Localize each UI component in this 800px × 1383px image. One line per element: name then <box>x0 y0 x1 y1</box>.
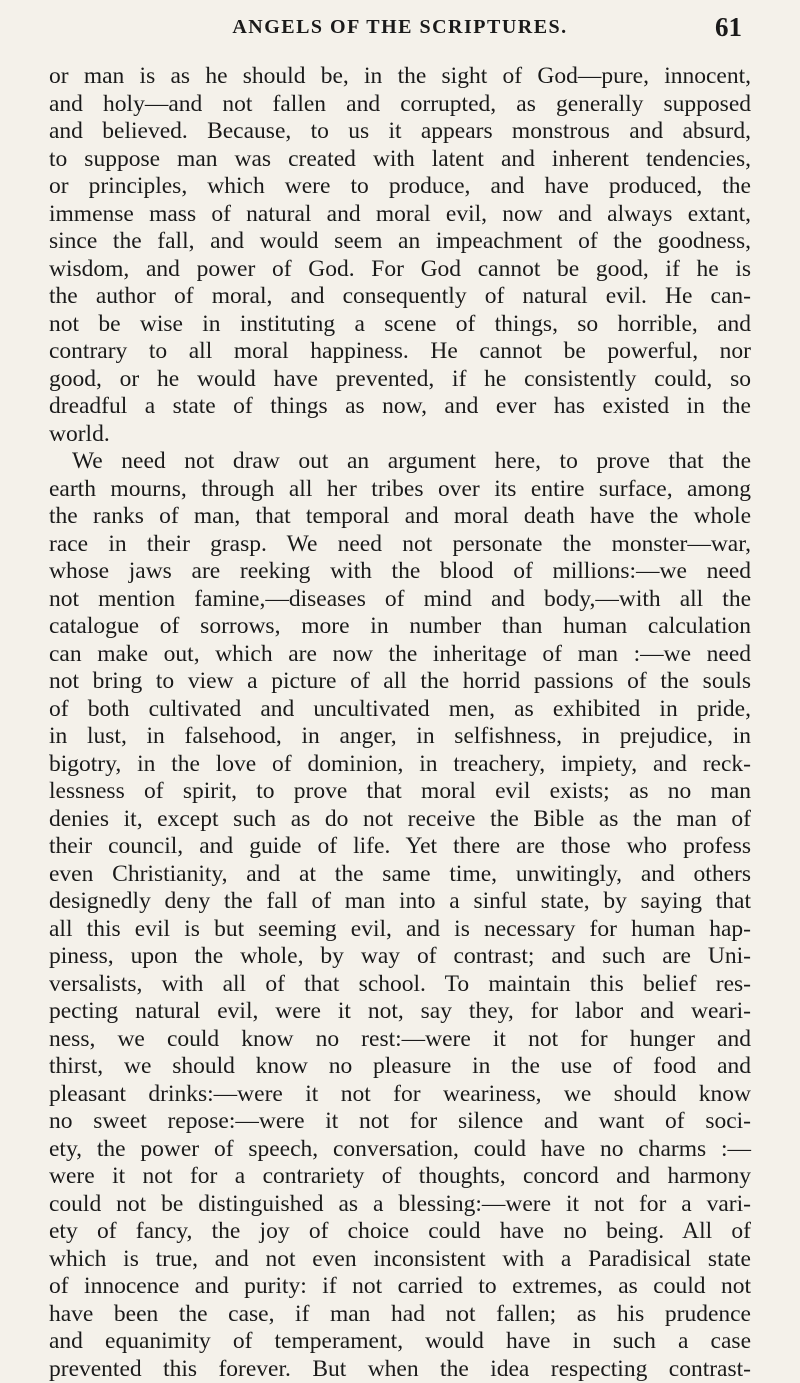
text-line: or principles, which were to produce, and have produced, the <box>49 173 751 201</box>
text-line: contrary to all moral happiness. He cannot be powerful, nor <box>49 338 751 366</box>
page-number: 61 <box>715 12 742 43</box>
text-line: all this evil is but seeming evil, and is necessary for human hap- <box>49 916 751 944</box>
text-line: good, or he would have prevented, if he consistently could, so <box>49 366 751 394</box>
text-line: designedly deny the fall of man into a sinful state, by saying that <box>49 888 751 916</box>
text-line: immense mass of natural and moral evil, now and always extant, <box>49 201 751 229</box>
text-line: ness, we could know no rest:—were it not for hunger and <box>49 1026 751 1054</box>
text-line: and believed. Because, to us it appears monstrous and absurd, <box>49 118 751 146</box>
text-line: since the fall, and would seem an impeachment of the goodness, <box>49 228 751 256</box>
text-line: thirst, we should know no pleasure in the use of food and <box>49 1053 751 1081</box>
text-line: wisdom, and power of God. For God cannot be good, if he is <box>49 256 751 284</box>
page-header <box>0 16 800 46</box>
text-line: or man is as he should be, in the sight of God—pure, innocent, <box>49 63 751 91</box>
text-line: ety, the power of speech, conversation, could have no charms :— <box>49 1136 751 1164</box>
text-line: to suppose man was created with latent and inherent tendencies, <box>49 146 751 174</box>
text-line: race in their grasp. We need not personate the monster—war, <box>49 531 751 559</box>
text-line: in lust, in falsehood, in anger, in selfishness, in prejudice, in <box>49 723 751 751</box>
text-line: versalists, with all of that school. To maintain this belief res- <box>49 971 751 999</box>
body-text <box>49 63 751 1383</box>
text-line: whose jaws are reeking with the blood of millions:—we need <box>49 558 751 586</box>
text-line: lessness of spirit, to prove that moral evil exists; as no man <box>49 778 751 806</box>
text-line: were it not for a contrariety of thoughts, concord and harmony <box>49 1163 751 1191</box>
text-line: earth mourns, through all her tribes over its entire surface, among <box>49 476 751 504</box>
text-line: and equanimity of temperament, would have in such a case <box>49 1328 751 1356</box>
text-line: pleasant drinks:—were it not for weariness, we should know <box>49 1081 751 1109</box>
text-line: denies it, except such as do not receive the Bible as the man of <box>49 806 751 834</box>
text-line: not be wise in instituting a scene of things, so horrible, and <box>49 311 751 339</box>
text-line: world. <box>49 421 751 449</box>
running-head: ANGELS OF THE SCRIPTURES. <box>0 16 800 39</box>
text-line: of innocence and purity: if not carried to extremes, as could not <box>49 1273 751 1301</box>
text-line: the ranks of man, that temporal and moral death have the whole <box>49 503 751 531</box>
text-line: the author of moral, and consequently of natural evil. He can- <box>49 283 751 311</box>
text-line: their council, and guide of life. Yet there are those who profess <box>49 833 751 861</box>
text-line: piness, upon the whole, by way of contrast; and such are Uni- <box>49 943 751 971</box>
text-line: catalogue of sorrows, more in number than human calculation <box>49 613 751 641</box>
text-line: bigotry, in the love of dominion, in treachery, impiety, and reck- <box>49 751 751 779</box>
text-line: can make out, which are now the inheritage of man :—we need <box>49 641 751 669</box>
text-line: pecting natural evil, were it not, say they, for labor and weari- <box>49 998 751 1026</box>
text-line: not bring to view a picture of all the horrid passions of the souls <box>49 668 751 696</box>
text-line: have been the case, if man had not fallen; as his prudence <box>49 1301 751 1329</box>
text-line: ety of fancy, the joy of choice could have no being. All of <box>49 1218 751 1246</box>
text-line: and holy—and not fallen and corrupted, as generally supposed <box>49 91 751 119</box>
text-line: which is true, and not even inconsistent with a Paradisical state <box>49 1246 751 1274</box>
text-line: of both cultivated and uncultivated men, as exhibited in pride, <box>49 696 751 724</box>
text-line: could not be distinguished as a blessing:—were it not for a vari- <box>49 1191 751 1219</box>
text-line: not mention famine,—diseases of mind and body,—with all the <box>49 586 751 614</box>
text-line: prevented this forever. But when the idea respecting contrast- <box>49 1356 751 1383</box>
text-line: no sweet repose:—were it not for silence and want of soci- <box>49 1108 751 1136</box>
text-line: dreadful a state of things as now, and ever has existed in the <box>49 393 751 421</box>
text-line: even Christianity, and at the same time, unwitingly, and others <box>49 861 751 889</box>
text-line: We need not draw out an argument here, to prove that the <box>49 448 751 476</box>
